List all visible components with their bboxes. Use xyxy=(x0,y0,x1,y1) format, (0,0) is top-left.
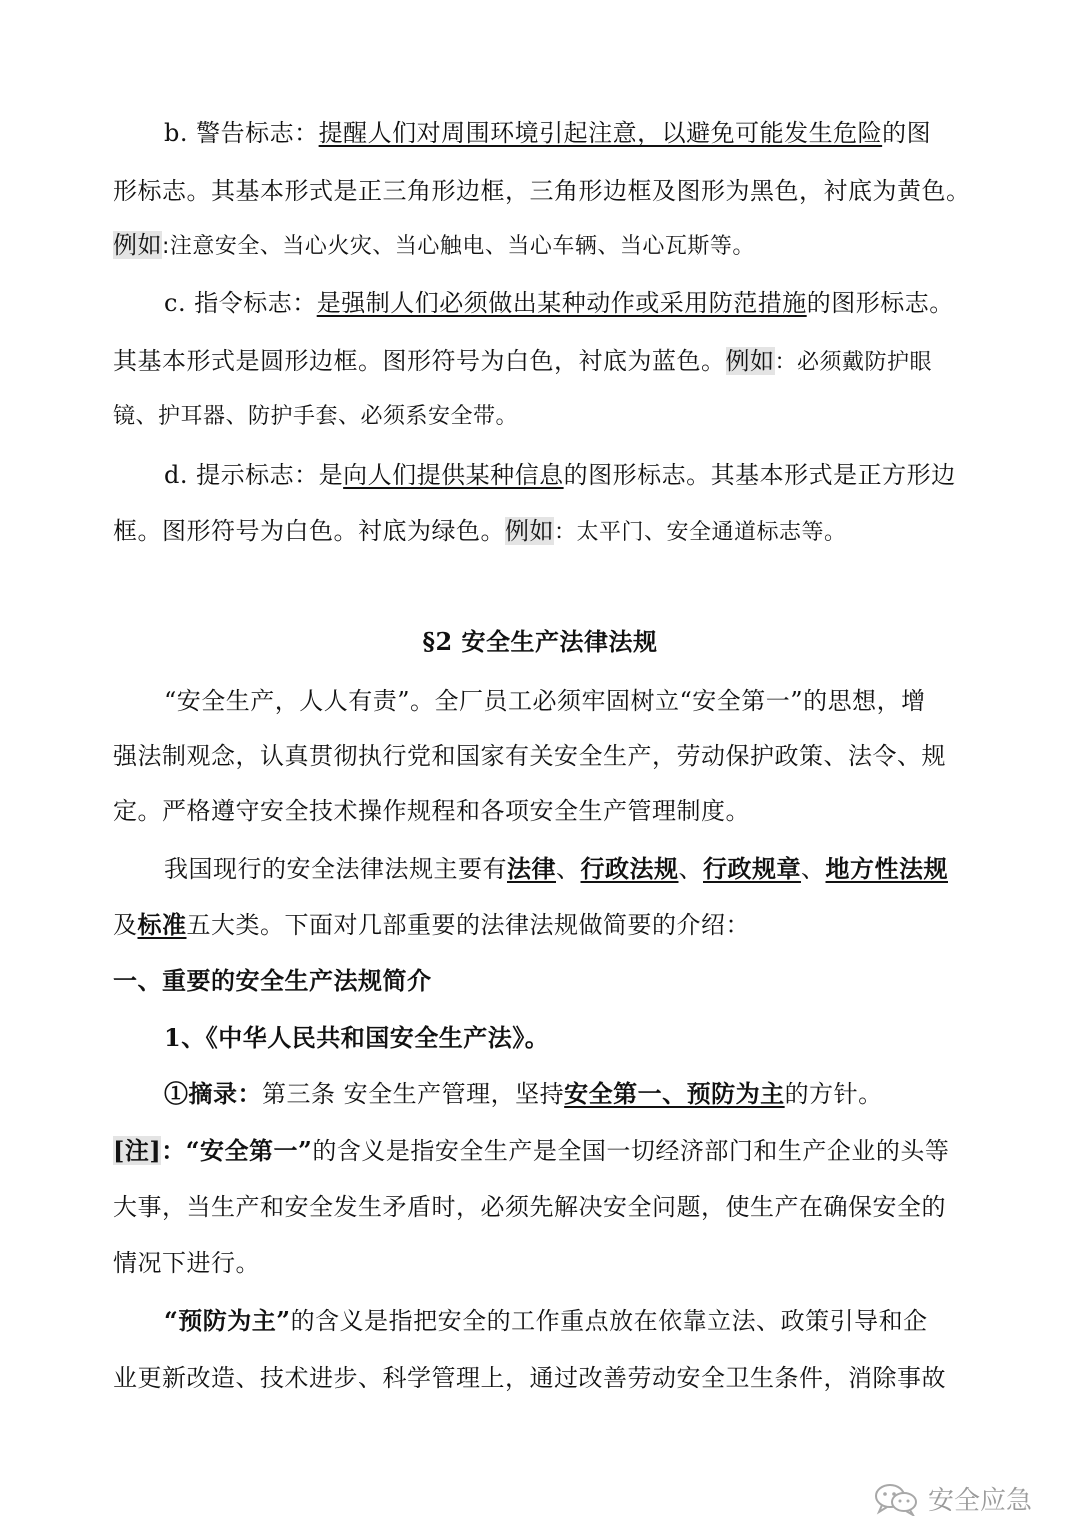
info-sign-line-1 xyxy=(164,459,1034,491)
wechat-icon xyxy=(872,1482,920,1516)
prevention-line-2: 业更新改造、技术进步、科学管理上，通过改善劳动安全卫生条件，消除事故 xyxy=(113,1364,946,1392)
para2-line-1 xyxy=(164,853,1034,885)
example-text: :注意安全、当心火灾、当心触电、当心车辆、当心瓦斯等。 xyxy=(162,234,755,259)
warning-sign-rest: 的图 xyxy=(882,119,932,147)
example-label: 例如 xyxy=(505,517,554,545)
warning-sign-line-1 xyxy=(164,117,1034,149)
subheading: 一、重要的安全生产法规简介 xyxy=(113,966,432,995)
mandatory-sign-line-2 xyxy=(113,345,983,379)
mandatory-sign-definition: 是强制人们必须做出某种动作或采用防范措施 xyxy=(316,289,807,317)
prevention-line-1 xyxy=(164,1305,1034,1337)
excerpt-tail: 的方针。 xyxy=(784,1080,883,1108)
example-label: 例如 xyxy=(113,231,162,259)
para1-line-1: “安全生产，人人有责”。全厂员工必须牢固树立“安全第一”的思想，增 xyxy=(164,687,926,715)
prevention-term: “预防为主” xyxy=(164,1306,291,1335)
para1-line-3: 定。严格遵守安全技术操作规程和各项安全生产管理制度。 xyxy=(113,797,750,825)
mandatory-sign-rest: 的图形标志。 xyxy=(806,289,954,317)
note-term: “安全第一” xyxy=(185,1136,313,1165)
para1-line-2: 强法制观念，认真贯彻执行党和国家有关安全生产，劳动保护政策、法令、规 xyxy=(113,742,946,770)
note-colon: ： xyxy=(161,1136,186,1165)
excerpt-text: 第三条 安全生产管理，坚持 xyxy=(262,1080,565,1108)
law-type-admin-rule: 行政规章 xyxy=(703,854,801,883)
separator: 、 xyxy=(556,855,581,883)
example-text: ：太平门、安全通道标志等。 xyxy=(554,520,847,545)
warning-sign-definition: 提醒人们对周围环境引起注意，以避免可能发生危险 xyxy=(318,119,883,147)
note-line-1 xyxy=(113,1135,983,1167)
section-heading: §2 安全生产法律法规 xyxy=(422,627,658,656)
mandatory-sign-line-3: 镜、护耳器、防护手套、必须系安全带。 xyxy=(113,404,519,429)
para2-line2-rest: 五大类。下面对几部重要的法律法规做简要的介绍： xyxy=(186,911,750,939)
watermark-text: 安全应急 xyxy=(928,1486,1033,1516)
prevention-text: 的含义是指把安全的工作重点放在依靠立法、政策引导和企 xyxy=(290,1307,928,1335)
example-text: ：必须戴防护眼 xyxy=(774,350,933,375)
example-label: 例如 xyxy=(725,347,775,375)
excerpt-policy: 安全第一、预防为主 xyxy=(564,1079,785,1108)
info-sign-label: d. 提示标志：是 xyxy=(164,461,344,489)
info-sign-desc: 框。图形符号为白色。衬底为绿色。 xyxy=(113,517,505,545)
note-line-3: 情况下进行。 xyxy=(113,1249,260,1277)
para2-line2-prefix: 及 xyxy=(113,911,138,939)
watermark xyxy=(872,1480,1032,1517)
para2-line-2 xyxy=(113,909,983,941)
note-line-2: 大事，当生产和安全发生矛盾时，必须先解决安全问题，使生产在确保安全的 xyxy=(113,1193,946,1221)
info-sign-line-2 xyxy=(113,515,983,549)
note-text: 的含义是指安全生产是全国一切经济部门和生产企业的头等 xyxy=(312,1137,950,1165)
para2-prefix: 我国现行的安全法律法规主要有 xyxy=(164,855,507,883)
law-type-law: 法律 xyxy=(507,854,556,883)
warning-sign-example xyxy=(113,229,983,263)
excerpt-label: ①摘录： xyxy=(164,1079,262,1108)
mandatory-sign-desc: 其基本形式是圆形边框。图形符号为白色，衬底为蓝色。 xyxy=(113,347,726,375)
mandatory-sign-label: c. 指令标志： xyxy=(164,289,317,317)
info-sign-definition: 向人们提供某种信息 xyxy=(343,461,564,489)
note-label: [注] xyxy=(113,1136,162,1165)
excerpt-line xyxy=(164,1078,1034,1110)
law-type-standard: 标准 xyxy=(137,910,187,939)
law-title: 1、《中华人民共和国安全生产法》。 xyxy=(164,1023,550,1052)
separator: 、 xyxy=(801,855,826,883)
law-type-local-regulation: 地方性法规 xyxy=(825,854,948,883)
law-type-admin-regulation: 行政法规 xyxy=(580,854,679,883)
separator: 、 xyxy=(678,855,703,883)
info-sign-rest: 的图形标志。其基本形式是正方形边 xyxy=(563,461,956,489)
warning-sign-label: b. 警告标志： xyxy=(164,119,319,147)
warning-sign-line-2: 形标志。其基本形式是正三角形边框，三角形边框及图形为黑色，衬底为黄色。 xyxy=(113,177,971,205)
mandatory-sign-line-1 xyxy=(164,287,1034,319)
